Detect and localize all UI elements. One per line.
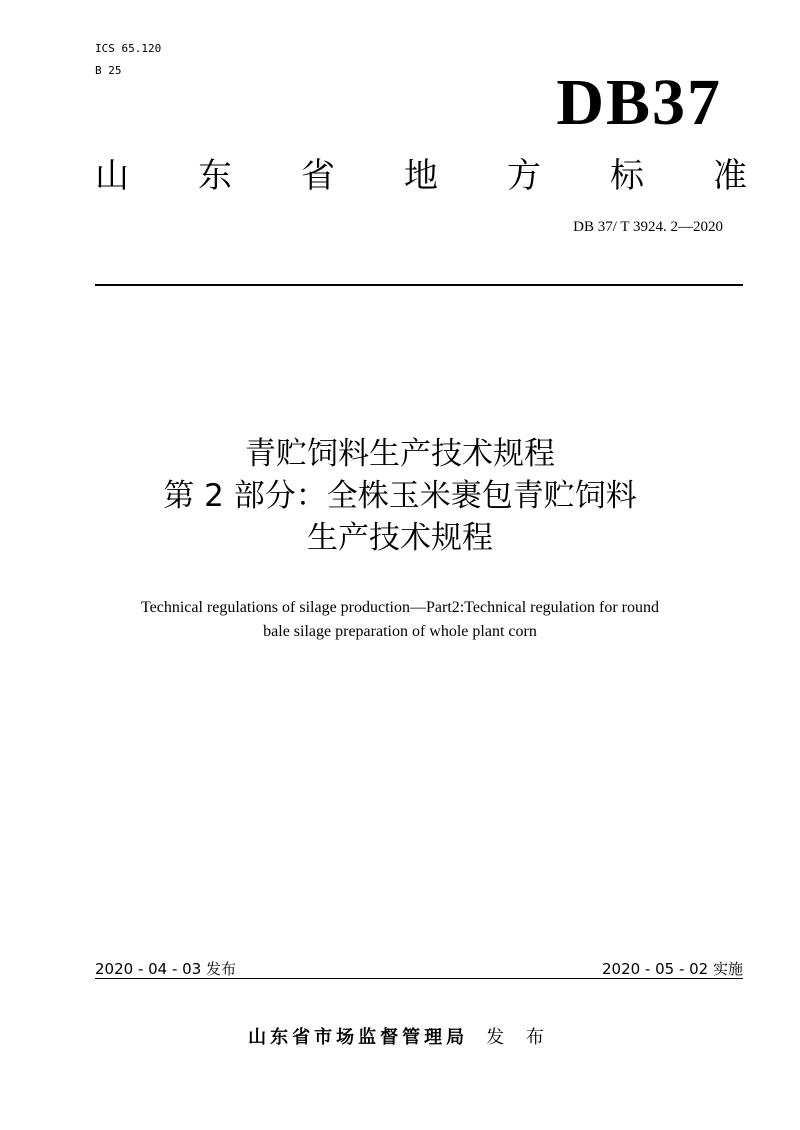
standard-type-char: 地	[404, 156, 438, 196]
issue-date: 2020 - 04 - 03 发布	[95, 960, 237, 978]
issuer-action: 发 布	[486, 1027, 552, 1048]
standard-type-char: 山	[95, 156, 129, 196]
standard-type-heading	[95, 156, 747, 196]
standard-type-char: 方	[507, 156, 541, 196]
db-logo: DB37	[556, 66, 722, 139]
category-code: B 25	[95, 64, 122, 77]
standard-type-char: 省	[301, 156, 335, 196]
ics-code: ICS 65.120	[95, 42, 162, 55]
issuer-line	[0, 1026, 800, 1050]
chinese-title-line-2: 第 2 部分：全株玉米裹包青贮饲料	[163, 478, 637, 514]
english-title	[0, 596, 800, 644]
implementation-date: 2020 - 05 - 02 实施	[601, 960, 743, 978]
english-title-line-1: Technical regulations of silage production—Part2:Technical regulation for round	[140, 599, 660, 616]
standard-type-char: 准	[713, 156, 747, 196]
top-divider	[95, 284, 743, 286]
chinese-title-line-1: 青贮饲料生产技术规程	[245, 436, 555, 472]
issuer-name: 山东省市场监督管理局	[248, 1027, 469, 1048]
chinese-title-line-3: 生产技术规程	[307, 520, 493, 556]
standard-type-char: 东	[198, 156, 232, 196]
english-title-line-2: bale silage preparation of whole plant corn	[263, 623, 537, 640]
bottom-divider	[95, 978, 743, 979]
standard-number: DB 37/ T 3924. 2—2020	[573, 219, 723, 235]
standard-type-char: 标	[610, 156, 644, 196]
chinese-title	[0, 433, 800, 559]
